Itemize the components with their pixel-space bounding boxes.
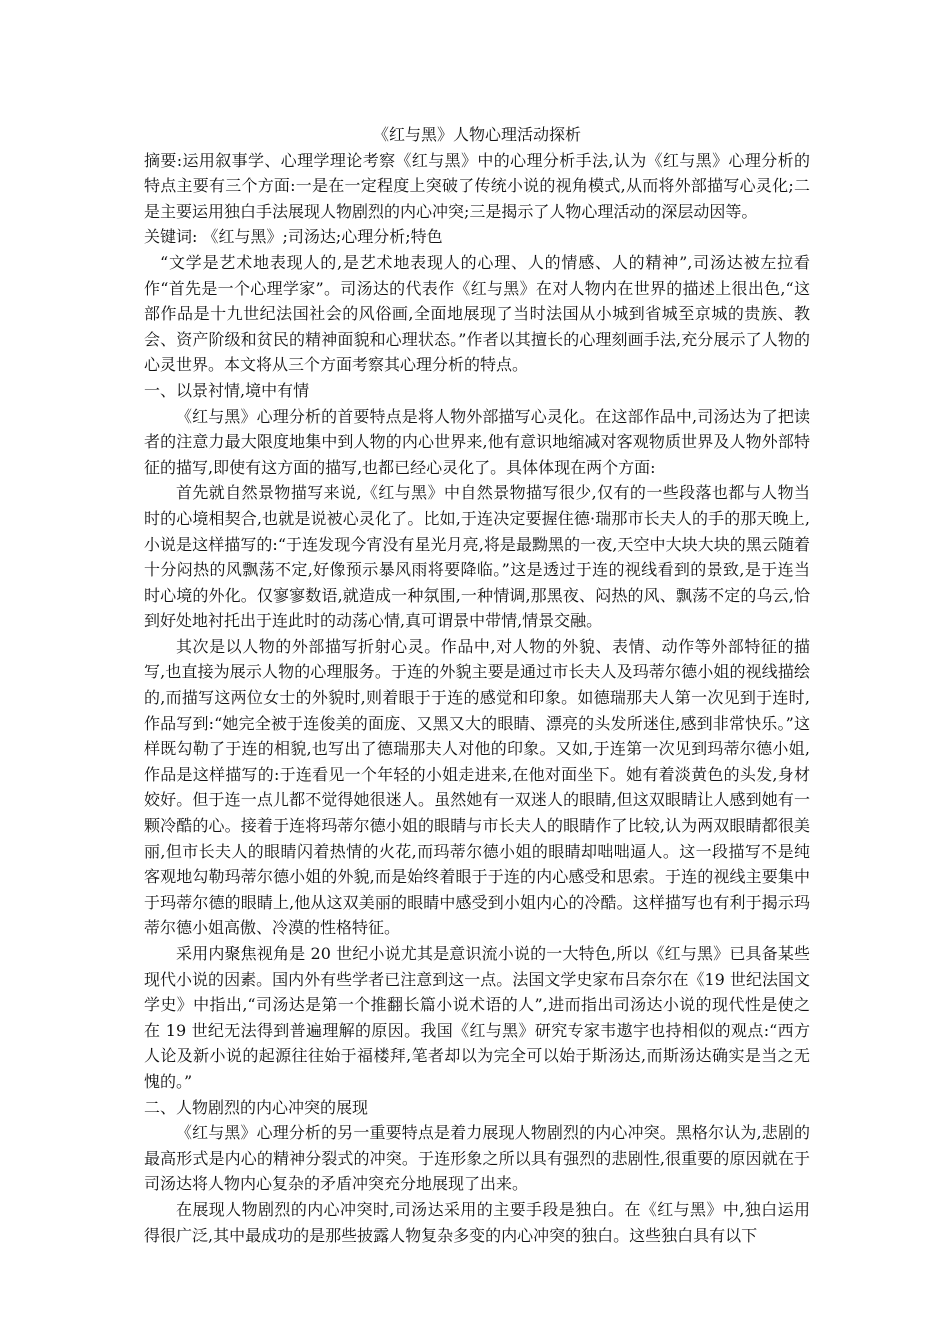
section-2-paragraph-1: 《红与黑》心理分析的另一重要特点是着力展现人物剧烈的内心冲突。黑格尔认为,悲剧的最高形式是内心的精神分裂式的冲突。于连形象之所以具有强烈的悲剧性,很重要的原因就在于司汤达将人物内心复杂的矛盾冲突充分地展现了出来。 <box>144 1123 810 1194</box>
abstract-paragraph: 摘要:运用叙事学、心理学理论考察《红与黑》中的心理分析手法,认为《红与黑》心理分析的特点主要有三个方面:一是在一定程度上突破了传统小说的视角模式,从而将外部描写心灵化;二是主要运用独白手法展现人物剧烈的内心冲突;三是揭示了人物心理活动的深层动因等。 <box>144 150 810 221</box>
section-1-paragraph-1: 《红与黑》心理分析的首要特点是将人物外部描写心灵化。在这部作品中,司汤达为了把读者的注意力最大限度地集中到人物的内心世界来,他有意识地缩减对客观物质世界及人物外部特征的描写,即使有这方面的描写,也都已经心灵化了。具体体现在两个方面: <box>144 406 810 477</box>
section-1-paragraph-3: 其次是以人物的外部描写折射心灵。作品中,对人物的外貌、表情、动作等外部特征的描写,也直接为展示人物的心理服务。于连的外貌主要是通过市长夫人及玛蒂尔德小姐的视线描绘的,而描写这两位女士的外貌时,则着眼于于连的感觉和印象。如德瑞那夫人第一次见到于连时,作品写到:“她完全被于连俊美的面庞、又黑又大的眼睛、漂亮的头发所迷住,感到非常快乐。”这样既勾勒了于连的相貌,也写出了德瑞那夫人对他的印象。又如,于连第一次见到玛蒂尔德小姐,作品是这样描写的:于连看见一个年轻的小姐走进来,在他对面坐下。她有着淡黄色的头发,身材姣好。但于连一点儿都不觉得她很迷人。虽然她有一双迷人的眼睛,但这双眼睛让人感到她有一颗冷酷的心。接着于连将玛蒂尔德小姐的眼睛与市长夫人的眼睛作了比较,认为两双眼睛都很美丽,但市长夫人的眼睛闪着热情的火花,而玛蒂尔德小姐的眼睛却咄咄逼人。这一段描写不是纯客观地勾勒玛蒂尔德小姐的外貌,而是始终着眼于于连的内心感受和思索。于连的视线主要集中于玛蒂尔德的眼睛上,他从这双美丽的眼睛中感受到小姐内心的冷酷。这样描写也有利于揭示玛蒂尔德小姐高傲、冷漠的性格特征。 <box>144 636 810 938</box>
section-1-paragraph-2: 首先就自然景物描写来说,《红与黑》中自然景物描写很少,仅有的一些段落也都与人物当时的心境相契合,也就是说被心灵化了。比如,于连决定要握住德·瑞那市长夫人的手的那天晚上,小说是这样描写的:“于连发现今宵没有星光月亮,将是最黝黑的一夜,天空中大块大块的黑云随着十分闷热的风飘荡不定,好像预示暴风雨将要降临。”这是透过于连的视线看到的景致,是于连当时心境的外化。仅寥寥数语,就造成一种氛围,一种情调,那黑夜、闷热的风、飘荡不定的乌云,恰到好处地衬托出于连此时的动荡心情,真可谓景中带情,情景交融。 <box>144 483 810 631</box>
section-1-heading: 一、以景衬情,境中有情 <box>144 380 310 400</box>
intro-paragraph: “文学是艺术地表现人的,是艺术地表现人的心理、人的情感、人的精神”,司汤达被左拉看作“首先是一个心理学家”。司汤达的代表作《红与黑》在对人物内在世界的描述上很出色,“这部作品是十九世纪法国社会的风俗画,全面地展现了当时法国从小城到省城至京城的贵族、教会、资产阶级和贫民的精神面貌和心理状态。”作者以其擅长的心理刻画手法,充分展示了人物的心灵世界。本文将从三个方面考察其心理分析的特点。 <box>144 252 810 375</box>
section-1-paragraph-4: 采用内聚焦视角是 20 世纪小说尤其是意识流小说的一大特色,所以《红与黑》已具备某些现代小说的因素。国内外有些学者已注意到这一点。法国文学史家布吕奈尔在《19 世纪法国文学史》中指出,“司汤达是第一个推翻长篇小说术语的人”,进而指出司汤达小说的现代性是使之在 19 世纪无法得到普遍理解的原因。我国《红与黑》研究专家韦遨宇也持相似的观点:“西方人论及新小说的起源往往始于福楼拜,笔者却以为完全可以始于斯汤达,而斯汤达确实是当之无愧的。” <box>144 944 810 1091</box>
section-2-heading: 二、人物剧烈的内心冲突的展现 <box>144 1097 369 1117</box>
document-page <box>144 122 810 1248</box>
section-2-paragraph-2: 在展现人物剧烈的内心冲突时,司汤达采用的主要手段是独白。在《红与黑》中,独白运用得很广泛,其中最成功的是那些披露人物复杂多变的内心冲突的独白。这些独白具有以下 <box>144 1199 810 1245</box>
document-title: 《红与黑》人物心理活动探析 <box>372 125 581 144</box>
keywords-line: 关键词: 《红与黑》;司汤达;心理分析;特色 <box>144 227 443 247</box>
